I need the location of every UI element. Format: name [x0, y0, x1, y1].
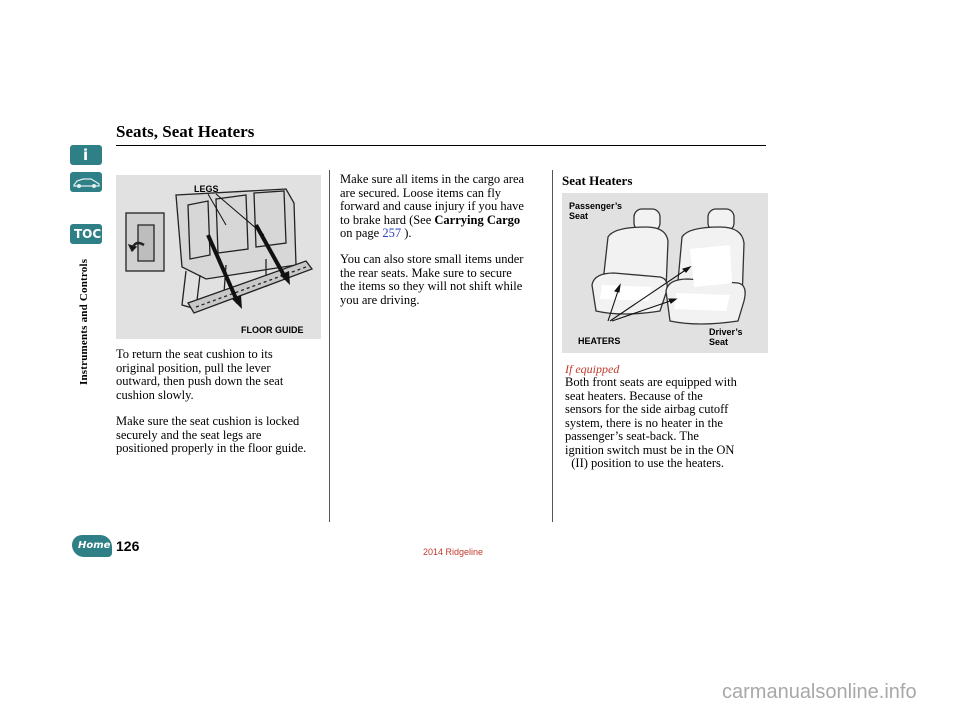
title-divider — [116, 145, 766, 146]
cargo-secure-text: Make sure all items in the cargo area are secured. Loose items can fly forward and cause injury if you have to brake hard (See — [340, 172, 525, 227]
driver-seat-callout: Driver’s Seat — [709, 327, 743, 347]
passenger-seat-callout: Passenger’s Seat — [569, 201, 623, 221]
car-icon — [70, 172, 102, 192]
site-watermark: carmanualsonline.info — [722, 681, 917, 703]
page-number: 126 — [116, 538, 140, 554]
heaters-callout: HEATERS — [578, 336, 621, 346]
if-equipped-note: If equipped — [565, 362, 620, 376]
home-label: Home — [78, 540, 111, 551]
toc-button[interactable] — [70, 224, 102, 244]
section-side-label — [78, 245, 90, 385]
page-ref-prefix: on page — [340, 226, 383, 240]
column-divider — [329, 170, 330, 522]
carrying-cargo-reference: Carrying Cargo — [434, 212, 521, 227]
legs-callout: LEGS — [194, 184, 219, 194]
floor-guide-callout: FLOOR GUIDE — [241, 325, 304, 335]
seat-heaters-heading: Seat Heaters — [562, 173, 633, 188]
cargo-secure-paragraph — [340, 173, 524, 241]
vehicle-button[interactable] — [70, 172, 102, 192]
page-ref-suffix: ). — [401, 226, 412, 240]
seat-cushion-locked-paragraph: Make sure the seat cushion is locked securely and the seat legs are positioned properly in the floor guide. — [116, 414, 307, 455]
info-button[interactable] — [70, 145, 102, 165]
page-257-link[interactable]: 257 — [382, 226, 402, 240]
column-divider — [552, 170, 553, 522]
store-small-items-paragraph: You can also store small items under the rear seats. Make sure to secure the items so they will not shift while you are driving. — [340, 252, 524, 307]
page-title: Seats, Seat Heaters — [116, 122, 255, 141]
footer-model-year: 2014 Ridgeline — [423, 547, 484, 557]
info-icon: i — [83, 146, 89, 164]
seat-heaters-paragraph: Both front seats are equipped with seat heaters. Because of the sensors for the side airbag cutoff system, there is no heater in the passenger’s seat-back. The ignition switch must be in the ON (II) position to use the heaters. — [565, 375, 737, 470]
rear-seat-illustration — [116, 175, 321, 339]
seat-cushion-return-paragraph: To return the seat cushion to its original position, pull the lever outward, then push down the seat cushion slowly. — [116, 347, 284, 402]
home-button[interactable] — [72, 535, 112, 557]
section-side-text: Instruments and Controls — [78, 258, 90, 385]
rear-seat-legs-figure — [116, 175, 321, 339]
toc-label: TOC — [74, 227, 102, 241]
